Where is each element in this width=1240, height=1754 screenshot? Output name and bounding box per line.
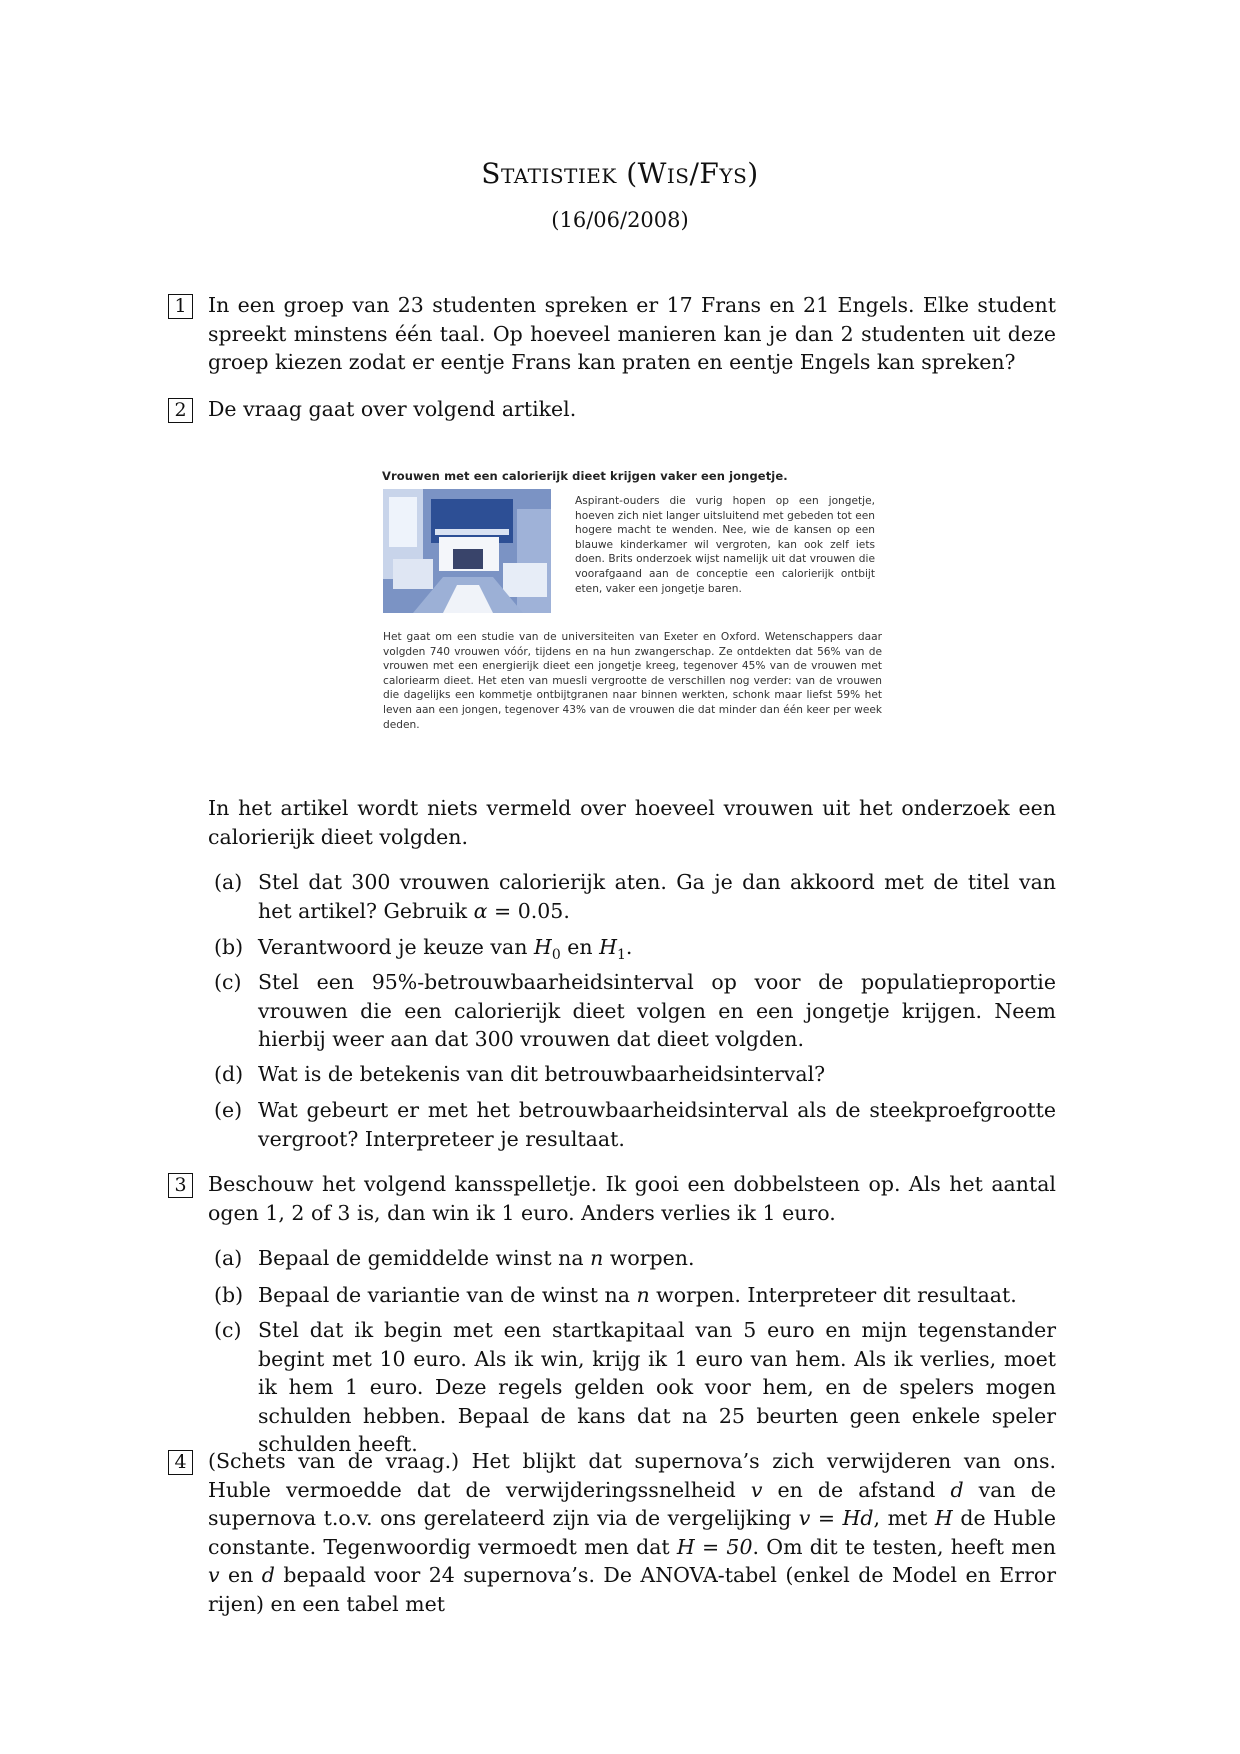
part-label: (b) [214,935,244,959]
h0-subscript: 0 [551,947,561,964]
q4-text-segment: en [219,1563,262,1587]
part-text [258,933,1056,970]
q4-text-segment: (Schets van de vraag.) Het blijkt dat supernova’s zich verwijderen van ons. Huble vermoedde dat de verwijderingssnelheid [208,1449,1056,1502]
part-label: (a) [214,1246,243,1270]
part-text: Stel een 95%-betrouwbaarheidsinterval op voor de populatieproportie vrouwen die een calorierijk dieet volgen en een jongetje krijgen. Neem hierbij weer aan dat 300 vrouwen dat dieet volgden. [258,970,1056,1051]
part-text-segment: worpen. [603,1246,695,1270]
part-text [258,1244,1056,1273]
part-text: Wat gebeurt er met het betrouwbaarheidsinterval als de steekproefgrootte vergroot? Interpreteer je resultaat. [258,1098,1056,1151]
part-text-segment: Bepaal de variantie van de winst na [258,1283,637,1307]
article-lead: Aspirant-ouders die vurig hopen op een jongetje, hoeven zich niet langer uitsluitend met gebeden tot een hogere macht te wenden. Nee, wie de kansen op een blauwe kinderkamer wil vergroten, kan ook zelf iets doen. Brits onderzoek wijst namelijk uit dat vrouwen die voorafgaand aan de conceptie een calorierijk ontbijt eten, vaker een jongetje baren. [575,495,875,595]
question-4-text [208,1447,1056,1618]
h-symbol: H [934,1506,953,1530]
question-number-2: 2 [168,398,193,423]
question-2-part-a [208,868,1056,925]
v-symbol: v [750,1477,763,1502]
equation-h-50: H = 50 [676,1534,753,1559]
part-text-segment: Verantwoord je keuze van [258,935,534,959]
question-1-text: In een groep van 23 studenten spreken er 17 Frans en 21 Engels. Elke student spreekt minstens één taal. Op hoeveel manieren kan je dan 2 studenten uit deze groep kiezen zodat er eentje Frans kan praten en eentje Engels kan spreken? [208,293,1056,374]
question-2-part-e [208,1096,1056,1153]
part-label: (c) [214,970,242,994]
question-3-part-b [208,1281,1056,1310]
v-symbol: v [208,1563,220,1587]
q4-text-segment: van de supernova t.o.v. ons gerelateerd zijn via de vergelijking [208,1477,1057,1530]
equation-v-hd: v = Hd [798,1506,874,1530]
n-symbol: n [636,1283,650,1307]
part-label: (b) [214,1283,244,1307]
part-text-segment: en [560,935,600,959]
part-label: (e) [214,1098,243,1122]
news-article [382,462,882,748]
part-label: (a) [214,870,243,894]
d-symbol: d [261,1563,275,1587]
page-date: (16/06/2008) [551,208,689,232]
part-text-segment: Stel dat 300 vrouwen calorierijk aten. Ga je dan akkoord met de titel van het artikel? Gebruik [258,870,1056,923]
part-text-segment: = 0.05. [487,898,570,923]
page-title: Statistiek (Wis/Fys) [481,157,759,190]
q4-text-segment: en de afstand [762,1477,951,1502]
d-symbol: d [950,1477,964,1502]
question-2-part-c [208,968,1056,1054]
question-3-part-a [208,1244,1056,1273]
nursery-photo [383,489,551,613]
q4-text-segment: , met [873,1506,935,1530]
question-3-text: Beschouw het volgend kansspelletje. Ik gooi een dobbelsteen op. Als het aantal ogen 1, 2 of 3 is, dan win ik 1 euro. Anders verlies ik 1 euro. [208,1172,1056,1225]
n-symbol: n [590,1246,604,1270]
part-label: (c) [214,1318,242,1342]
q4-text-segment: bepaald voor 24 supernova’s. De ANOVA-tabel (enkel de Model en Error rijen) en een tabel met [208,1563,1057,1616]
part-text: Stel dat ik begin met een startkapitaal van 5 euro en mijn tegenstander begint met 10 euro. Als ik win, krijg ik 1 euro van hem. Als ik verlies, moet ik hem 1 euro. Deze regels gelden ook voor hem, en de spelers mogen schulden hebben. Bepaal de kans dat na 25 beurten geen enkele speler schulden heeft. [258,1318,1056,1456]
question-number-1: 1 [168,294,193,319]
part-text [258,868,1056,925]
article-body: Het gaat om een studie van de universiteiten van Exeter en Oxford. Wetenschappers daar volgden 740 vrouwen vóór, tijdens en na hun zwangerschap. Ze ontdekten dat 56% van de vrouwen met een energierijk dieet een jongetje kreeg, tegenover 45% van de vrouwen met caloriearm dieet. Het eten van muesli vergrootte de verschillen nog verder: van de vrouwen die dagelijks een kommetje ontbijtgranen naar binnen werkten, schonk maar liefst 59% het leven aan een jongen, tegenover 43% van de vrouwen die dat minder dan één keer per week deden. [383,631,882,731]
alpha-symbol: α [473,898,488,923]
article-title: Vrouwen met een calorierijk dieet krijgen vaker een jongetje. [382,469,788,483]
part-label: (d) [214,1062,244,1086]
h1-subscript: 1 [617,947,626,964]
question-2-followup: In het artikel wordt niets vermeld over hoeveel vrouwen uit het onderzoek een calorierijk dieet volgden. [208,796,1056,849]
question-2-part-d [208,1060,1056,1089]
question-3-part-c [208,1316,1056,1459]
part-text: Wat is de betekenis van dit betrouwbaarheidsinterval? [258,1062,826,1086]
part-text-segment: worpen. Interpreteer dit resultaat. [649,1283,1017,1307]
part-text-segment: . [625,935,633,959]
question-2-part-b [208,933,1056,970]
part-text [258,1281,1056,1310]
h1-symbol: H [599,935,617,959]
h0-symbol: H [533,935,552,959]
question-number-3: 3 [168,1173,193,1198]
part-text-segment: Bepaal de gemiddelde winst na [258,1246,591,1270]
q4-text-segment: . Om dit te testen, heeft men [752,1534,1056,1559]
question-2-intro: De vraag gaat over volgend artikel. [208,397,577,421]
question-number-4: 4 [168,1450,193,1475]
q4-text-segment: de Huble constante. Tegenwoordig vermoedt men dat [208,1506,1057,1559]
